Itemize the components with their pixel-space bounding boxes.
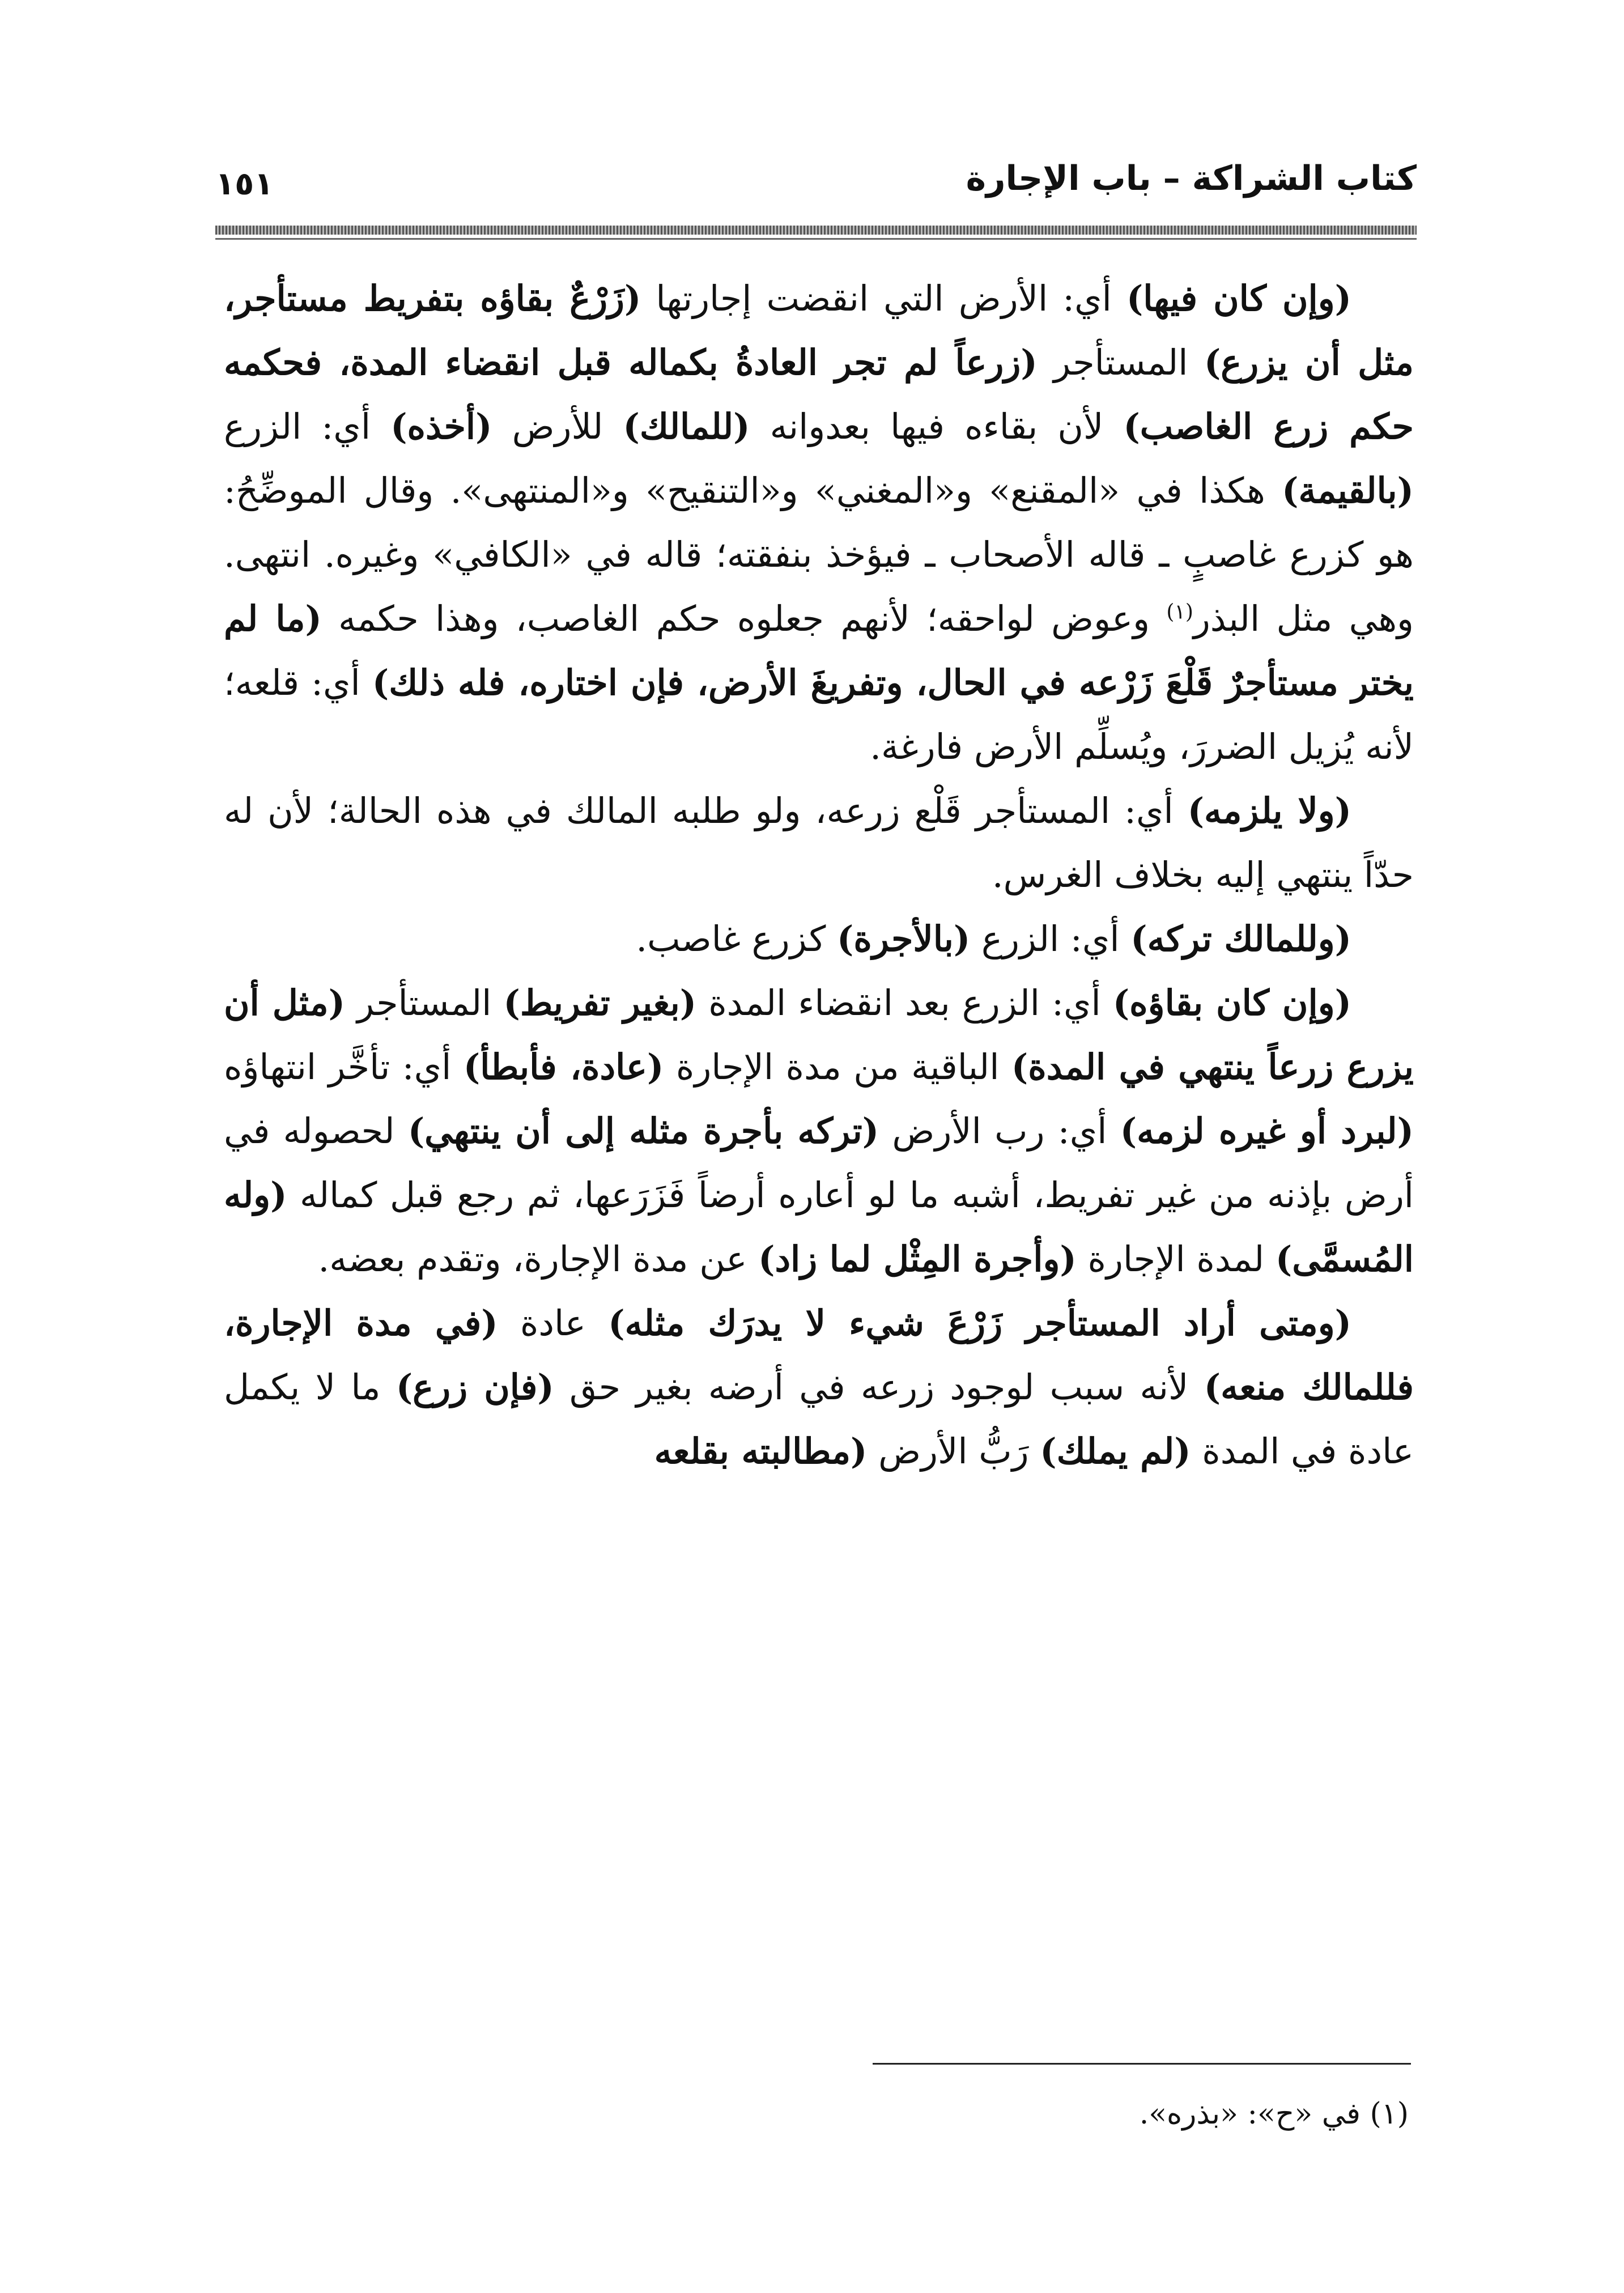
paragraph	[224, 266, 1414, 779]
sharh-text: المستأجر	[345, 982, 504, 1024]
matn-text: (عادة، فأبطأ)	[463, 1046, 664, 1088]
matn-text: (لم يملك)	[1040, 1430, 1191, 1472]
running-header	[215, 159, 1417, 202]
sharh-text: لأن بقاءه فيها بعدوانه	[750, 406, 1124, 447]
sharh-text: للأرض	[492, 406, 623, 447]
sharh-text: هكذا في «المقنع» و«المغني» و«التنقيح» و«المنتهى». وقال الموضِّحُ: هو كزرع غاصبٍ ـ قاله الأصحاب ـ فيؤخذ بنفقته؛ قاله في «الكافي» وغيره. انتهى. وهي مثل البذر	[224, 470, 1414, 639]
paragraph	[224, 1291, 1414, 1483]
matn-text: (وأجرة المِثْل لما زاد)	[758, 1238, 1077, 1280]
sharh-text: الباقية من مدة الإجارة	[664, 1046, 1011, 1088]
matn-text: (فإن زرع)	[396, 1366, 554, 1408]
footnote-marker: (١)	[1166, 600, 1193, 624]
sharh-text: لأنه سبب لوجود زرعه في أرضه بغير حق	[554, 1366, 1204, 1408]
header-rule-thin	[215, 238, 1417, 240]
sharh-text: أي: الزرع	[970, 918, 1131, 959]
sharh-text: أي: المستأجر قَلْع زرعه، ولو طلبه المالك في هذه الحالة؛ لأن له حدّاً ينتهي إليه بخلاف الغرس.	[224, 790, 1414, 895]
matn-text: (في مدة الإجارة، فللمالك منعه)	[224, 1302, 1414, 1408]
paragraph	[224, 971, 1414, 1291]
sharh-text: أي: تأخَّر انتهاؤه	[224, 1046, 464, 1088]
sharh-text: ما لا يكمل عادة في المدة	[224, 1366, 1414, 1472]
sharh-text: عادة	[498, 1302, 609, 1344]
matn-text: (وللمالك تركه)	[1130, 918, 1351, 959]
matn-text: (ولا يلزمه)	[1187, 790, 1351, 831]
sharh-text: عن مدة الإجارة، وتقدم بعضه.	[318, 1238, 759, 1280]
matn-text: (لبرد أو غيره لزمه)	[1120, 1110, 1414, 1152]
body-text	[224, 266, 1414, 1483]
matn-text: (مثل أن يزرع زرعاً ينتهي في المدة)	[224, 982, 1414, 1088]
matn-text: (زَرْعٌ بقاؤه بتفريط مستأجر، مثل أن يزرع)	[224, 278, 1414, 383]
chapter-title: كتاب الشراكة – باب الإجارة	[966, 159, 1417, 198]
matn-text: (وإن كان بقاؤه)	[1112, 982, 1351, 1024]
paragraph	[224, 907, 1414, 971]
sharh-text: أي: الزرع	[224, 406, 391, 447]
page-number: ١٥١	[215, 165, 274, 202]
matn-text: (وإن كان فيها)	[1126, 278, 1351, 319]
sharh-text: وعوض لواحقه؛ لأنهم جعلوه حكم الغاصب، وهذا حكمه	[321, 598, 1167, 639]
sharh-text: أي: الزرع بعد انقضاء المدة	[696, 982, 1113, 1024]
sharh-text: لمدة الإجارة	[1076, 1238, 1276, 1280]
matn-text: (زرعاً لم تجر العادةُ بكماله قبل انقضاء المدة، فحكمه حكم زرع الغاصب)	[224, 342, 1414, 447]
matn-text: (ومتى أراد المستأجر زَرْعَ شيء لا يدرَك مثله)	[608, 1302, 1351, 1344]
paragraph	[224, 779, 1414, 907]
matn-text: (أخذه)	[390, 406, 492, 447]
matn-text: (تركه بأجرة مثله إلى أن ينتهي)	[407, 1110, 879, 1152]
sharh-text: كزرع غاصب.	[636, 918, 837, 959]
matn-text: (بالأجرة)	[837, 918, 971, 959]
matn-text: (بغير تفريط)	[503, 982, 697, 1024]
matn-text: (بالقيمة)	[1282, 470, 1414, 511]
footnote-rule	[873, 2063, 1411, 2065]
sharh-text: أي: رب الأرض	[879, 1110, 1120, 1152]
header-rule	[215, 226, 1417, 235]
sharh-text: أي: الأرض التي انقضت إجارتها	[641, 278, 1126, 319]
matn-text: (وله المُسمَّى)	[224, 1174, 1414, 1280]
matn-text: (للمالك)	[623, 406, 750, 447]
matn-text: (مطالبته بقلعه	[654, 1430, 868, 1472]
footnote: (١) في «ح»: «بذره».	[1139, 2097, 1409, 2131]
sharh-text: المستأجر	[1037, 342, 1204, 383]
matn-text: (ما لم يختر مستأجرٌ قَلْعَ زَرْعه في الحال، وتفريغَ الأرض، فإن اختاره، فله ذلك)	[224, 598, 1414, 703]
sharh-text: رَبُّ الأرض	[867, 1430, 1040, 1472]
sharh-text: أي: قلعه؛ لأنه يُزيل الضررَ، ويُسلِّم الأرض فارغة.	[224, 662, 1414, 767]
sharh-text: لحصوله في أرض بإذنه من غير تفريط، أشبه ما لو أعاره أرضاً فَزَرَعها، ثم رجع قبل كماله	[224, 1110, 1414, 1216]
